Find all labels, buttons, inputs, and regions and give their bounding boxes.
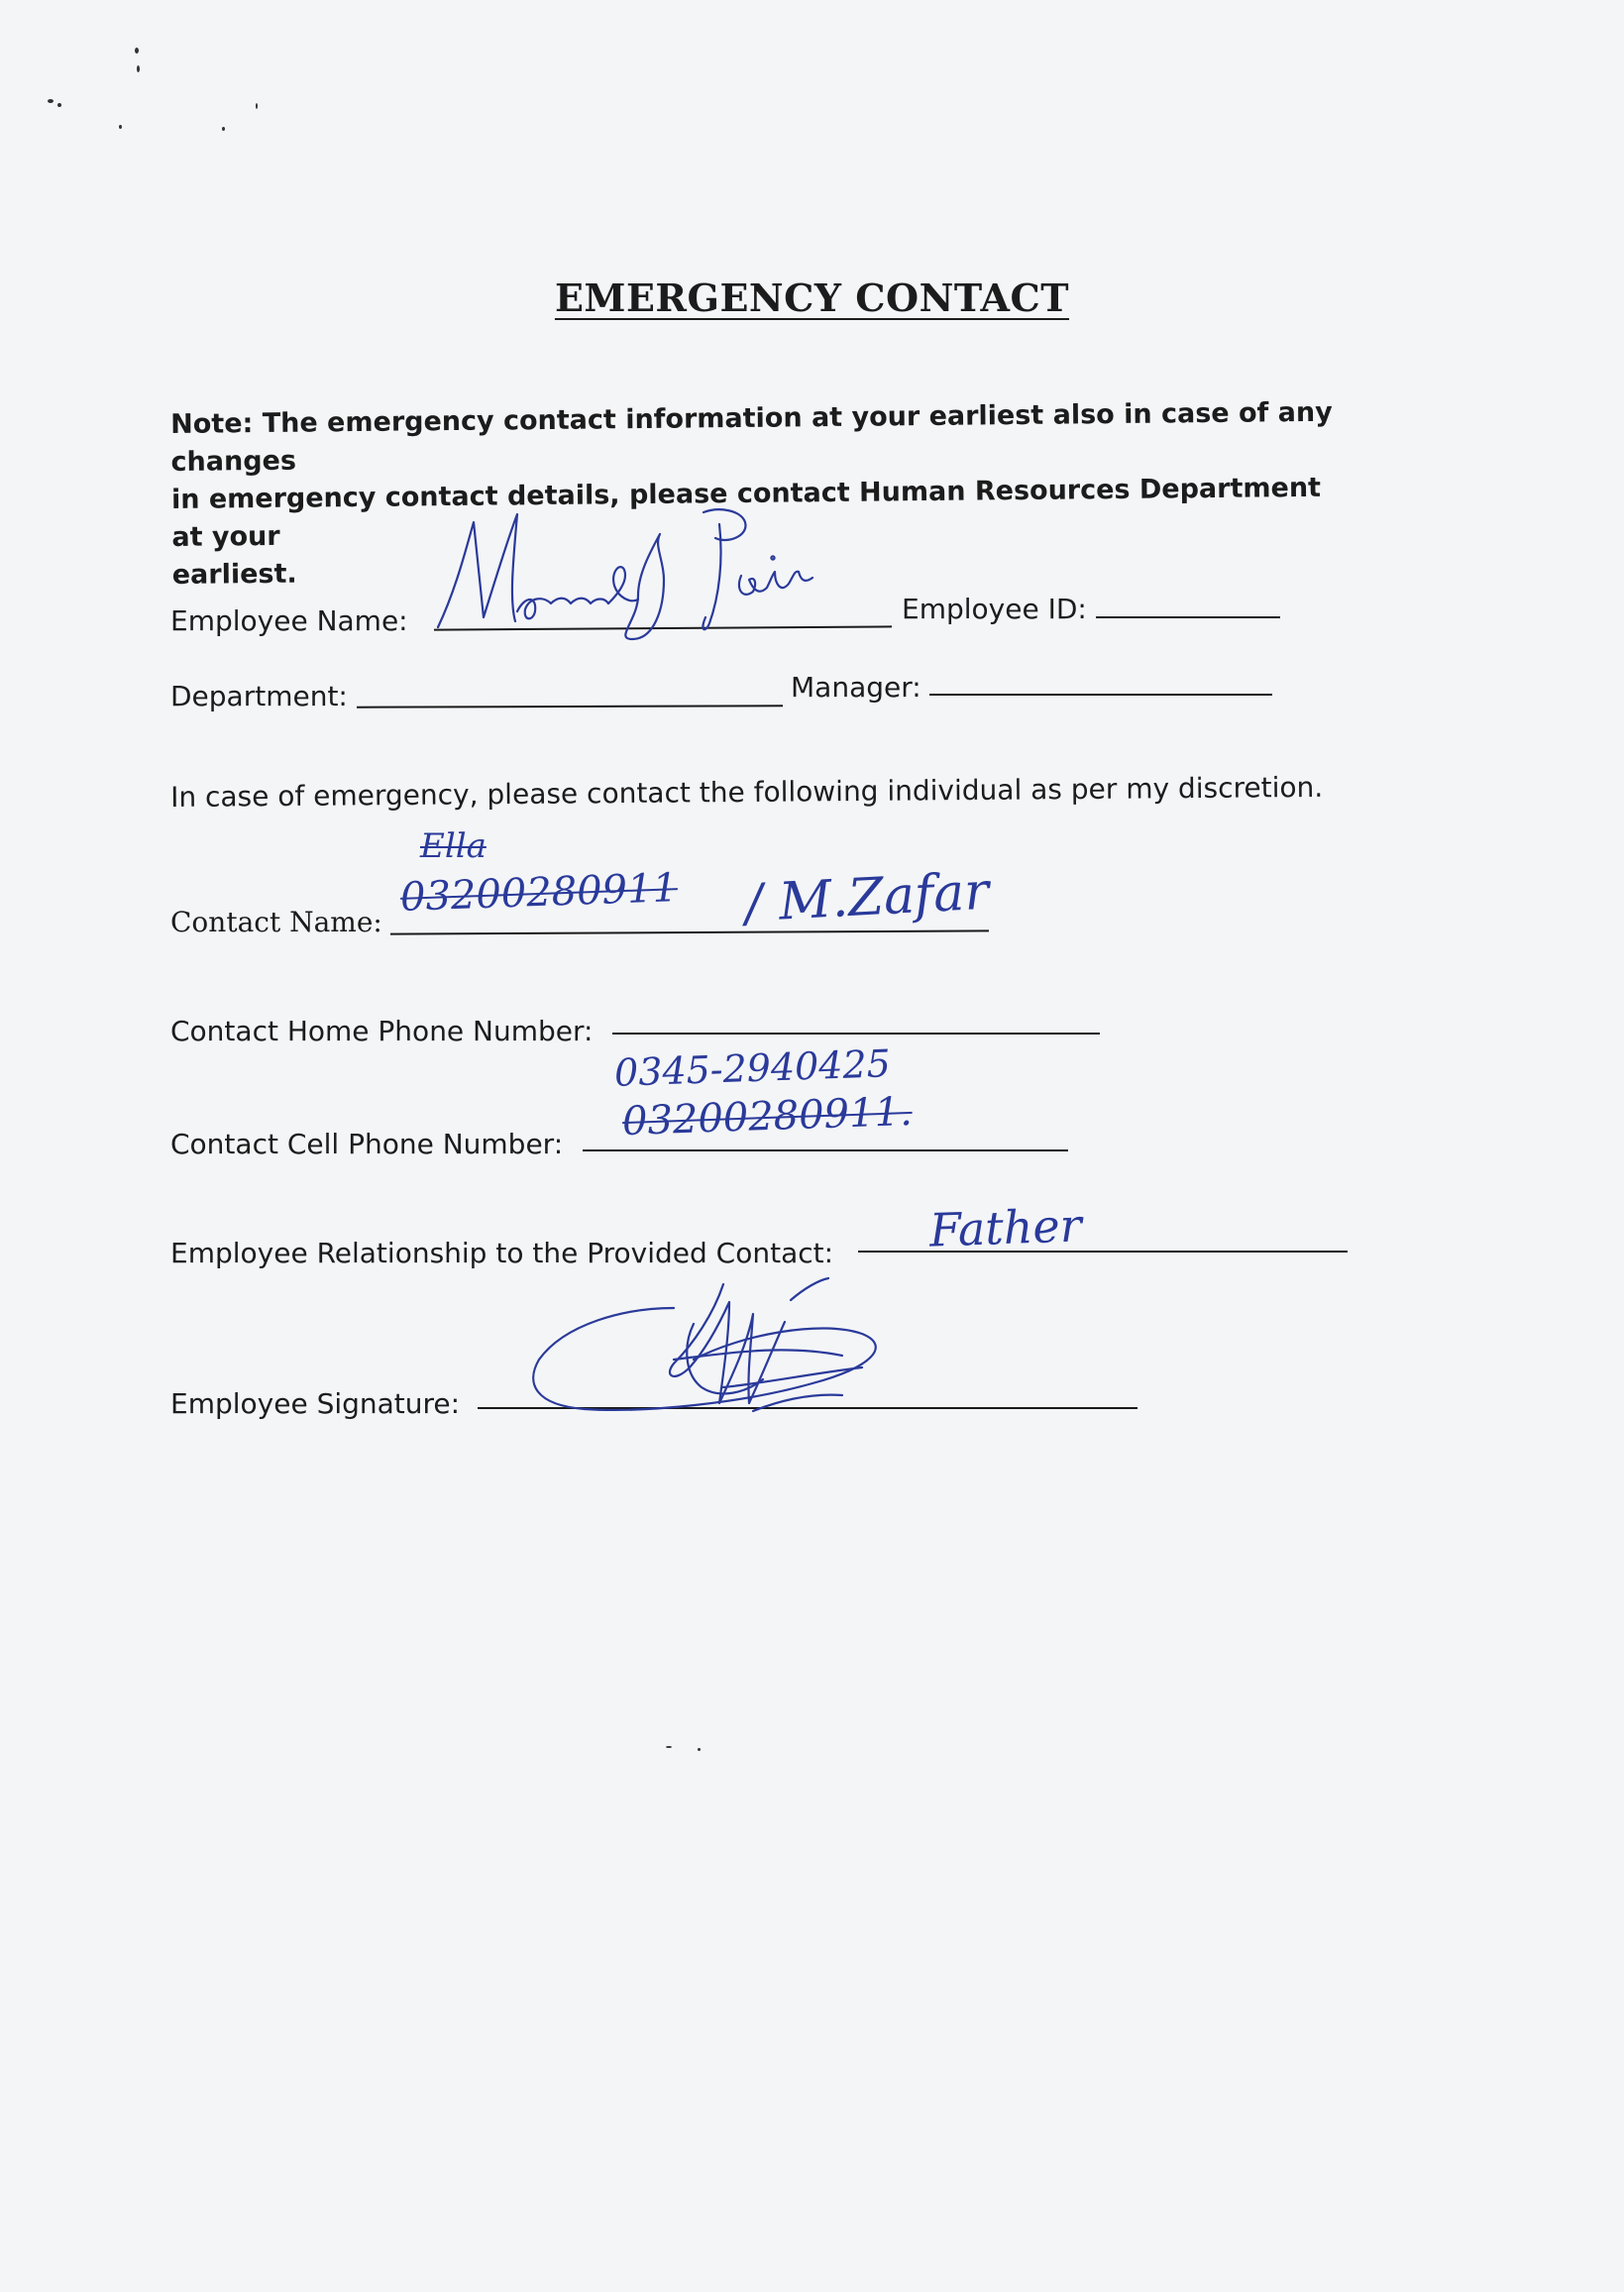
form-title: EMERGENCY CONTACT: [554, 275, 1070, 320]
contact-name-value: / M.Zafar: [743, 861, 991, 934]
manager-label: Manager:: [791, 671, 921, 704]
relationship-label: Employee Relationship to the Provided Contact:: [170, 1237, 834, 1269]
contact-name-struck: 03200280911: [399, 865, 679, 921]
manager-line: [929, 694, 1272, 696]
signature-label: Employee Signature:: [170, 1387, 461, 1420]
relationship-value: Father: [928, 1198, 1083, 1257]
instruction-text: In case of emergency, please contact the following individual as per my discretion.: [170, 770, 1324, 814]
employee-signature: [525, 1264, 902, 1423]
employee-name-signature: [426, 500, 862, 649]
scan-speck: [666, 1746, 672, 1748]
note-line: earliest.: [171, 558, 297, 591]
scan-speck: [137, 65, 140, 72]
contact-name-line: [390, 929, 989, 934]
employee-id-label: Employee ID:: [902, 593, 1087, 625]
cell-phone-new-value: 0345-2940425: [613, 1041, 892, 1095]
cell-phone-line: [583, 1149, 1068, 1151]
scan-speck: [698, 1748, 701, 1751]
employee-id-line: [1096, 616, 1280, 618]
note-line: Note: The emergency contact information at your earliest also in case of any changes: [170, 396, 1333, 478]
department-line: [357, 705, 783, 709]
scan-speck: [135, 48, 139, 54]
scan-speck: [48, 99, 54, 103]
contact-name-label: Contact Name:: [170, 906, 382, 938]
cell-phone-struck-value: 03200280911.: [621, 1088, 914, 1146]
home-phone-line: [612, 1033, 1100, 1035]
note-line: in emergency contact details, please contact Human Resources Department at your: [170, 472, 1322, 553]
scan-speck: [256, 103, 258, 109]
scan-speck: [222, 127, 225, 131]
cell-phone-label: Contact Cell Phone Number:: [170, 1128, 564, 1160]
contact-name-struck-top: Ella: [420, 826, 487, 866]
department-label: Department:: [170, 680, 348, 712]
employee-name-label: Employee Name:: [170, 604, 408, 637]
scan-speck: [119, 125, 122, 129]
home-phone-label: Contact Home Phone Number:: [170, 1015, 594, 1047]
scan-speck: [57, 103, 61, 107]
